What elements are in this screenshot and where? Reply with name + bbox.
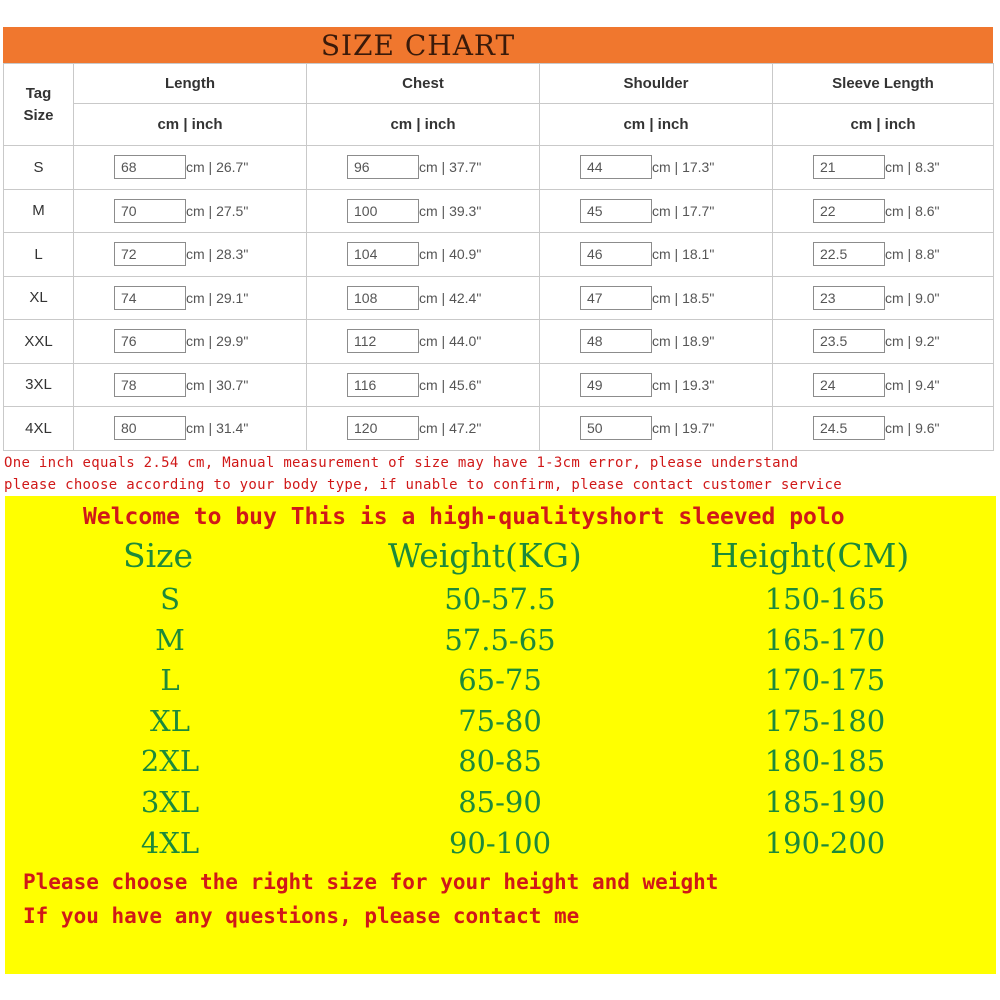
- wh-size: L: [160, 663, 180, 698]
- wh-size: 3XL: [140, 785, 200, 819]
- inch-conversion: cm | 31.4": [186, 420, 249, 437]
- inch-conversion: cm | 42.4": [419, 289, 482, 306]
- measurement-cell: [540, 233, 773, 277]
- inch-conversion: cm | 9.6": [885, 420, 940, 437]
- tag-size-header: [4, 64, 74, 146]
- measurement-cell: [773, 276, 994, 320]
- measurement-cell: [74, 146, 307, 190]
- table-row: [4, 407, 994, 451]
- measurement-cell: [773, 146, 994, 190]
- wh-height: 185-190: [764, 785, 886, 819]
- table-row: [4, 320, 994, 364]
- measurement-cell: [773, 189, 994, 233]
- header-size: Size: [123, 536, 194, 575]
- inch-conversion: cm | 40.9": [419, 246, 482, 263]
- table-row: [4, 363, 994, 407]
- row-size-label: M: [4, 189, 74, 233]
- column-header-chest: Chest: [307, 64, 540, 104]
- unit-label: cm | inch: [74, 104, 307, 146]
- wh-weight: 75-80: [458, 703, 542, 738]
- size-label: Size: [23, 106, 54, 124]
- weight-height-panel: [5, 496, 996, 974]
- measurement-cell: [307, 407, 540, 451]
- measurement-cell: [307, 320, 540, 364]
- measurement-cell: [74, 233, 307, 277]
- inch-conversion: cm | 39.3": [419, 202, 482, 219]
- measurement-cell: [74, 276, 307, 320]
- measurement-cell: [540, 276, 773, 320]
- wh-height: 150-165: [764, 582, 886, 616]
- measurement-cell: [540, 363, 773, 407]
- inch-conversion: cm | 9.4": [885, 376, 940, 393]
- cm-value-box: 78: [114, 373, 186, 397]
- inch-conversion: cm | 18.1": [652, 246, 715, 263]
- row-size-label: S: [4, 146, 74, 190]
- inch-conversion: cm | 47.2": [419, 420, 482, 437]
- size-chart-title: SIZE CHART: [320, 28, 516, 62]
- cm-value-box: 104: [347, 242, 419, 266]
- row-size-label: 4XL: [4, 407, 74, 451]
- inch-conversion: cm | 30.7": [186, 376, 249, 393]
- cm-value-box: 44: [580, 155, 652, 179]
- measurement-cell: [307, 146, 540, 190]
- table-row: [4, 189, 994, 233]
- cm-value-box: 68: [114, 155, 186, 179]
- inch-conversion: cm | 27.5": [186, 202, 249, 219]
- wh-weight: 65-75: [458, 663, 542, 698]
- inch-conversion: cm | 18.9": [652, 333, 715, 350]
- inch-conversion: cm | 29.9": [186, 333, 249, 350]
- row-size-label: L: [4, 233, 74, 277]
- cm-value-box: 72: [114, 242, 186, 266]
- cm-value-box: 47: [580, 286, 652, 310]
- cm-value-box: 48: [580, 329, 652, 353]
- wh-size: M: [155, 622, 185, 657]
- cm-value-box: 76: [114, 329, 186, 353]
- inch-conversion: cm | 17.7": [652, 202, 715, 219]
- cm-value-box: 70: [114, 199, 186, 223]
- cm-value-box: 22.5: [813, 242, 885, 266]
- measurement-cell: [540, 189, 773, 233]
- inch-conversion: cm | 17.3": [652, 159, 715, 176]
- inch-conversion: cm | 8.8": [885, 246, 940, 263]
- cm-value-box: 45: [580, 199, 652, 223]
- cm-value-box: 74: [114, 286, 186, 310]
- row-size-label: XXL: [4, 320, 74, 364]
- measurement-cell: [540, 146, 773, 190]
- header-height: Height(CM): [710, 536, 910, 575]
- welcome-text: Welcome to buy This is a high-qualityshort sleeved polo: [83, 504, 845, 530]
- note-line: One inch equals 2.54 cm, Manual measurement of size may have 1-3cm error, please understand: [4, 455, 799, 471]
- measurement-notes: [4, 452, 1000, 496]
- measurement-cell: [74, 363, 307, 407]
- cm-value-box: 120: [347, 416, 419, 440]
- header-weight: Weight(KG): [388, 536, 582, 575]
- cm-value-box: 108: [347, 286, 419, 310]
- size-chart-title-bar: [3, 27, 993, 63]
- cm-value-box: 49: [580, 373, 652, 397]
- wh-height: 190-200: [764, 825, 886, 860]
- cm-value-box: 23.5: [813, 329, 885, 353]
- measurement-cell: [773, 363, 994, 407]
- inch-conversion: cm | 9.2": [885, 333, 940, 350]
- table-row: [4, 276, 994, 320]
- cm-value-box: 80: [114, 416, 186, 440]
- inch-conversion: cm | 19.7": [652, 420, 715, 437]
- inch-conversion: cm | 8.6": [885, 202, 940, 219]
- table-row: [4, 233, 994, 277]
- wh-size: XL: [150, 703, 190, 738]
- measurement-cell: [540, 320, 773, 364]
- wh-weight: 80-85: [458, 744, 542, 779]
- cm-value-box: 24: [813, 373, 885, 397]
- table-row: [4, 146, 994, 190]
- row-size-label: 3XL: [4, 363, 74, 407]
- measurement-cell: [74, 189, 307, 233]
- cm-value-box: 50: [580, 416, 652, 440]
- measurement-cell: [307, 233, 540, 277]
- measurement-cell: [773, 320, 994, 364]
- inch-conversion: cm | 44.0": [419, 333, 482, 350]
- inch-conversion: cm | 8.3": [885, 159, 940, 176]
- wh-height: 175-180: [764, 703, 886, 738]
- unit-header-row: [4, 104, 994, 146]
- wh-weight: 85-90: [458, 785, 542, 819]
- measurement-cell: [74, 407, 307, 451]
- cm-value-box: 21: [813, 155, 885, 179]
- inch-conversion: cm | 19.3": [652, 376, 715, 393]
- wh-weight: 50-57.5: [444, 582, 556, 616]
- cm-value-box: 24.5: [813, 416, 885, 440]
- measurement-cell: [307, 276, 540, 320]
- wh-weight: 90-100: [448, 825, 552, 860]
- footer-line-size-advice: Please choose the right size for your height and weight: [23, 870, 719, 894]
- wh-size: 4XL: [140, 825, 200, 860]
- cm-value-box: 46: [580, 242, 652, 266]
- wh-height: 180-185: [764, 744, 886, 779]
- cm-value-box: 116: [347, 373, 419, 397]
- inch-conversion: cm | 37.7": [419, 159, 482, 176]
- measurement-cell: [773, 407, 994, 451]
- inch-conversion: cm | 29.1": [186, 289, 249, 306]
- measurement-cell: [74, 320, 307, 364]
- measurement-cell: [307, 189, 540, 233]
- inch-conversion: cm | 45.6": [419, 376, 482, 393]
- measurement-cell: [307, 363, 540, 407]
- inch-conversion: cm | 26.7": [186, 159, 249, 176]
- wh-height: 170-175: [764, 663, 886, 698]
- row-size-label: XL: [4, 276, 74, 320]
- inch-conversion: cm | 9.0": [885, 289, 940, 306]
- wh-weight: 57.5-65: [444, 622, 556, 657]
- measurement-cell: [540, 407, 773, 451]
- tag-label: Tag: [25, 84, 52, 102]
- measurement-cell: [773, 233, 994, 277]
- column-header-sleeve-length: Sleeve Length: [773, 64, 994, 104]
- wh-size: 2XL: [140, 744, 200, 779]
- wh-size: S: [160, 582, 180, 616]
- cm-value-box: 22: [813, 199, 885, 223]
- inch-conversion: cm | 18.5": [652, 289, 715, 306]
- column-header-length: Length: [74, 64, 307, 104]
- table-header-row: [4, 64, 994, 104]
- unit-label: cm | inch: [773, 104, 994, 146]
- wh-height: 165-170: [764, 622, 886, 657]
- size-measurement-table: [3, 63, 994, 451]
- note-line: please choose according to your body type, if unable to confirm, please contact customer service: [4, 477, 842, 493]
- cm-value-box: 23: [813, 286, 885, 310]
- unit-label: cm | inch: [307, 104, 540, 146]
- cm-value-box: 112: [347, 329, 419, 353]
- cm-value-box: 100: [347, 199, 419, 223]
- cm-value-box: 96: [347, 155, 419, 179]
- column-header-shoulder: Shoulder: [540, 64, 773, 104]
- inch-conversion: cm | 28.3": [186, 246, 249, 263]
- unit-label: cm | inch: [540, 104, 773, 146]
- footer-line-contact: If you have any questions, please contact me: [23, 904, 580, 928]
